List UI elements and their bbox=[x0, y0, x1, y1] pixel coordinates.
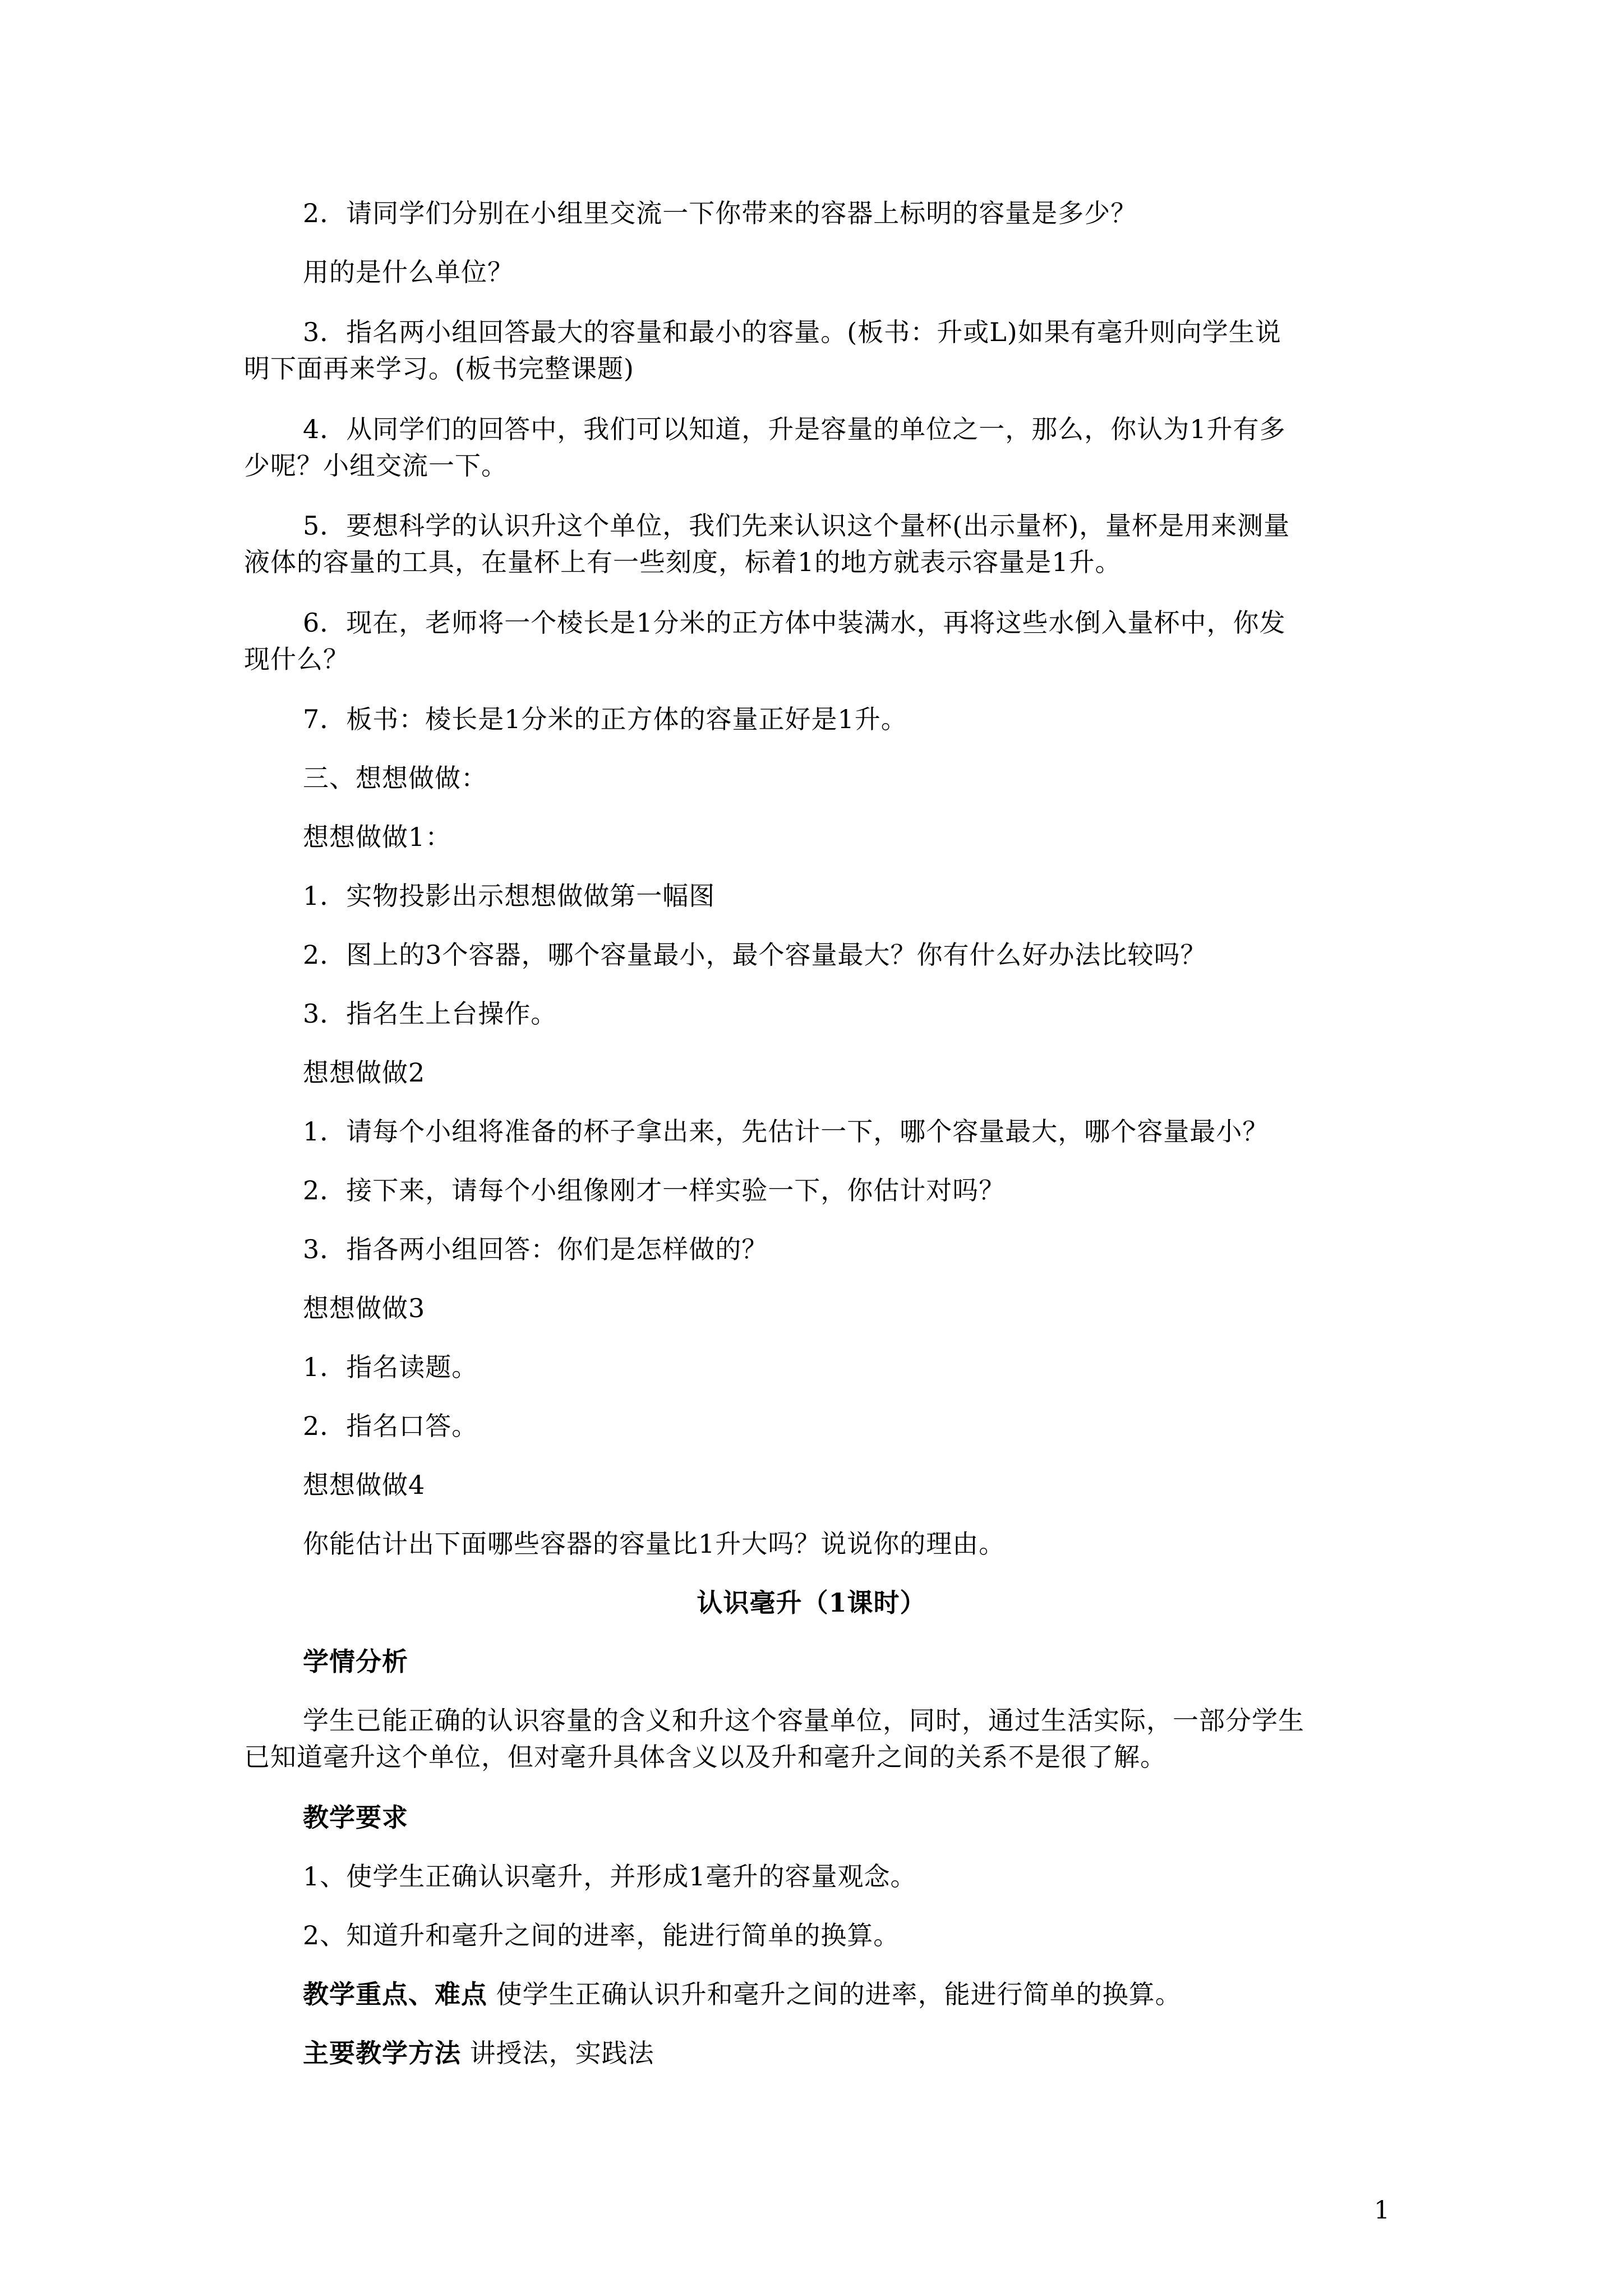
paragraph-step-7: 7．板书：棱长是1分米的正方体的容量正好是1升。 bbox=[303, 704, 907, 734]
practice-1-item-2: 2．图上的3个容器，哪个容量最小，最个容量最大？你有什么好办法比较吗？ bbox=[303, 940, 1207, 970]
practice-1-item-3: 3．指名生上台操作。 bbox=[303, 999, 557, 1029]
practice-2-item-1: 1．请每个小组将准备的杯子拿出来，先估计一下，哪个容量最大，哪个容量最小？ bbox=[303, 1116, 1269, 1147]
practice-1-item-1: 1．实物投影出示想想做做第一幅图 bbox=[303, 881, 716, 911]
methods-label: 主要教学方法 bbox=[303, 2038, 461, 2068]
paragraph-step-5-line2: 液体的容量的工具，在量杯上有一些刻度，标着1的地方就表示容量是1升。 bbox=[244, 547, 1122, 577]
key-points-paragraph bbox=[303, 1977, 1182, 2011]
requirements-heading: 教学要求 bbox=[303, 1802, 408, 1833]
practice-3-item-1: 1．指名读题。 bbox=[303, 1352, 478, 1382]
paragraph-step-2-cont: 用的是什么单位？ bbox=[303, 257, 514, 287]
paragraph-step-6-line1: 6．现在，老师将一个棱长是1分米的正方体中装满水，再将这些水倒入量杯中，你发 bbox=[303, 608, 1286, 638]
practice-2-item-2: 2．接下来，请每个小组像刚才一样实验一下，你估计对吗？ bbox=[303, 1175, 1006, 1205]
paragraph-step-4-line1: 4．从同学们的回答中，我们可以知道，升是容量的单位之一，那么，你认为1升有多 bbox=[303, 414, 1286, 444]
paragraph-step-3-line1: 3．指名两小组回答最大的容量和最小的容量。(板书：升或L)如果有毫升则向学生说 bbox=[303, 317, 1281, 347]
section-title: 认识毫升（1课时） bbox=[697, 1588, 926, 1618]
practice-2-heading: 想想做做2 bbox=[303, 1057, 426, 1088]
key-points-label: 教学重点、难点 bbox=[303, 1979, 487, 2009]
practice-2-item-3: 3．指各两小组回答：你们是怎样做的？ bbox=[303, 1234, 768, 1264]
practice-1-heading: 想想做做1： bbox=[303, 822, 452, 852]
practice-3-item-2: 2．指名口答。 bbox=[303, 1411, 478, 1441]
key-points-text: 使学生正确认识升和毫升之间的进率，能进行简单的换算。 bbox=[487, 1979, 1182, 2009]
analysis-heading: 学情分析 bbox=[303, 1646, 408, 1677]
requirements-item-2: 2、知道升和毫升之间的进率，能进行简单的换算。 bbox=[303, 1920, 900, 1950]
page-number: 1 bbox=[1374, 2196, 1390, 2225]
paragraph-step-2: 2．请同学们分别在小组里交流一下你带来的容器上标明的容量是多少？ bbox=[303, 198, 1137, 228]
methods-paragraph bbox=[303, 2036, 654, 2070]
requirements-item-1: 1、使学生正确认识毫升，并形成1毫升的容量观念。 bbox=[303, 1861, 917, 1892]
paragraph-step-5-line1: 5．要想科学的认识升这个单位，我们先来认识这个量杯(出示量杯)，量杯是用来测量 bbox=[303, 510, 1290, 541]
practice-4-question: 你能估计出下面哪些容器的容量比1升大吗？说说你的理由。 bbox=[303, 1529, 1006, 1559]
paragraph-step-6-line2: 现什么？ bbox=[244, 644, 349, 674]
analysis-line2: 已知道毫升这个单位，但对毫升具体含义以及升和毫升之间的关系不是很了解。 bbox=[244, 1742, 1166, 1772]
practice-4-heading: 想想做做4 bbox=[303, 1470, 426, 1500]
paragraph-step-3-line2: 明下面再来学习。(板书完整课题) bbox=[244, 353, 634, 384]
practice-3-heading: 想想做做3 bbox=[303, 1293, 426, 1323]
methods-text: 讲授法，实践法 bbox=[461, 2038, 654, 2068]
section-heading-practice: 三、想想做做： bbox=[303, 763, 487, 793]
analysis-line1: 学生已能正确的认识容量的含义和升这个容量单位，同时，通过生活实际，一部分学生 bbox=[303, 1705, 1304, 1736]
paragraph-step-4-line2: 少呢？小组交流一下。 bbox=[244, 450, 508, 481]
